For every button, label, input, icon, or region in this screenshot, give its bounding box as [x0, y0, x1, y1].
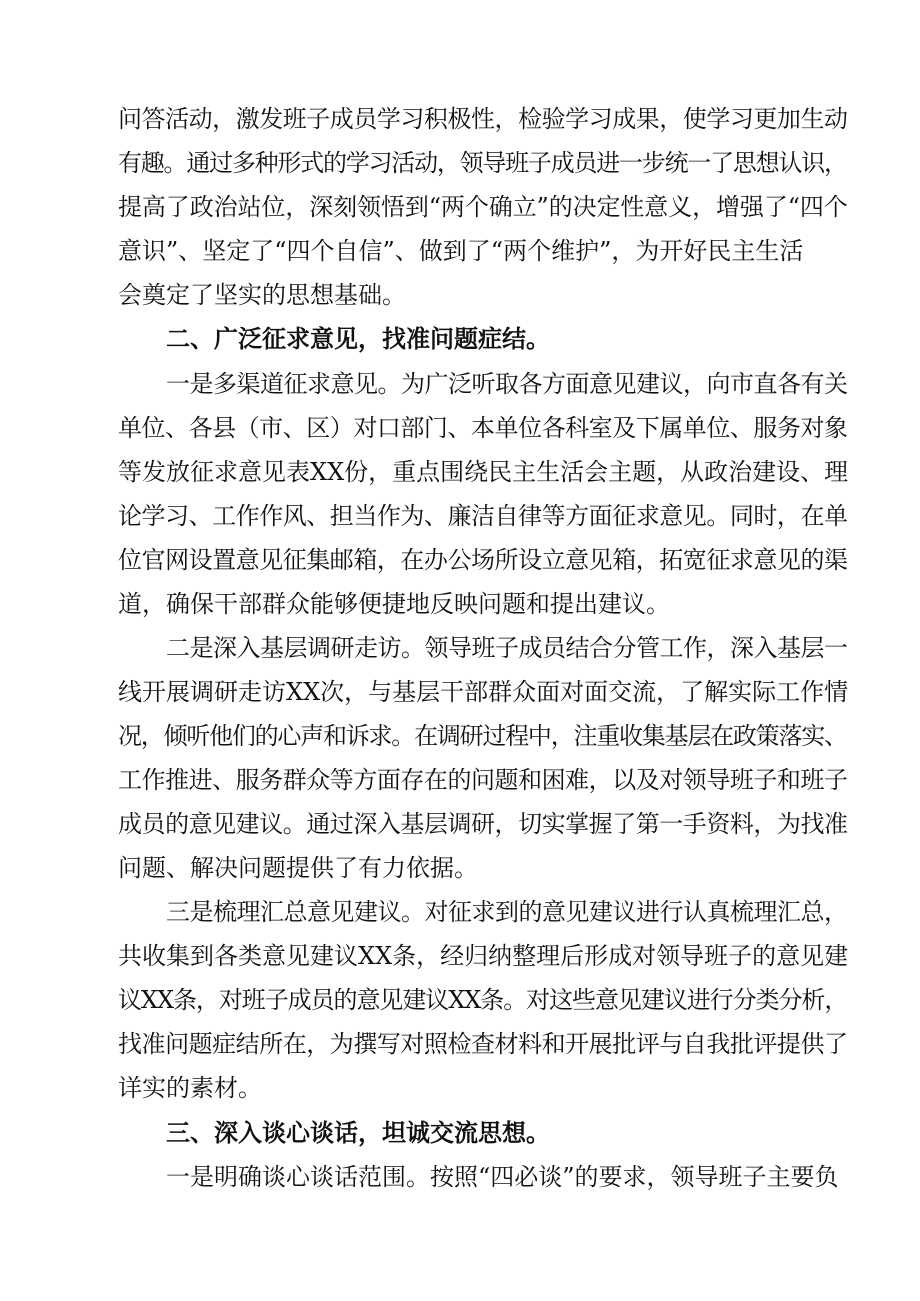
text-line: 议XX条，对班子成员的意见建议XX条。对这些意见建议进行分类分析， — [118, 986, 848, 1014]
text-line: 有趣。通过多种形式的学习活动，领导班子成员进一步统一了思想认识， — [118, 149, 847, 177]
text-line: 会奠定了坚实的思想基础。 — [118, 281, 406, 309]
text-line: 线开展调研走访XX次，与基层干部群众面对面交流，了解实际工作情 — [118, 678, 849, 706]
text-line: 三是梳理汇总意见建议。对征求到的意见建议进行认真梳理汇总， — [166, 898, 848, 926]
text-line: 详实的素材。 — [118, 1074, 262, 1102]
text-line: 工作推进、服务群众等方面存在的问题和困难，以及对领导班子和班子 — [118, 766, 848, 794]
text-line: 等发放征求意见表XX份，重点围绕民主生活会主题，从政治建设、理 — [118, 458, 849, 486]
text-line: 问答活动，激发班子成员学习积极性，检验学习成果，使学习更加生动 — [118, 105, 848, 133]
text-line: 位官网设置意见征集邮箱，在办公场所设立意见箱，拓宽征求意见的渠 — [118, 546, 848, 574]
text-line: 道，确保干部群众能够便捷地反映问题和提出建议。 — [118, 590, 670, 618]
text-line: 一是多渠道征求意见。为广泛听取各方面意见建议，向市直各有关 — [166, 370, 848, 398]
text-line: 单位、各县（市、区）对口部门、本单位各科室及下属单位、服务对象 — [118, 414, 848, 442]
section-heading-3: 三、深入谈心谈话，坦诚交流思想。 — [166, 1119, 550, 1147]
text-line: 问题、解决问题提供了有力依据。 — [118, 854, 478, 882]
text-line: 共收集到各类意见建议XX条，经归纳整理后形成对领导班子的意见建 — [118, 942, 849, 970]
text-line: 提高了政治站位，深刻领悟到“两个确立”的决定性意义，增强了“四个 — [118, 193, 848, 221]
section-heading-2: 二、广泛征求意见，找准问题症结。 — [166, 325, 550, 353]
text-line: 意识”、坚定了“四个自信”、做到了“两个维护”，为开好民主生活 — [118, 237, 804, 265]
text-line: 成员的意见建议。通过深入基层调研，切实掌握了第一手资料，为找准 — [118, 810, 848, 838]
text-line: 况，倾听他们的心声和诉求。在调研过程中，注重收集基层在政策落实、 — [118, 722, 847, 750]
text-line: 二是深入基层调研走访。领导班子成员结合分管工作，深入基层一 — [166, 634, 848, 662]
text-line: 一是明确谈心谈话范围。按照“四必谈”的要求，领导班子主要负 — [166, 1163, 839, 1191]
text-line: 论学习、工作作风、担当作为、廉洁自律等方面征求意见。同时，在单 — [118, 502, 848, 530]
text-line: 找准问题症结所在，为撰写对照检查材料和开展批评与自我批评提供了 — [118, 1030, 848, 1058]
